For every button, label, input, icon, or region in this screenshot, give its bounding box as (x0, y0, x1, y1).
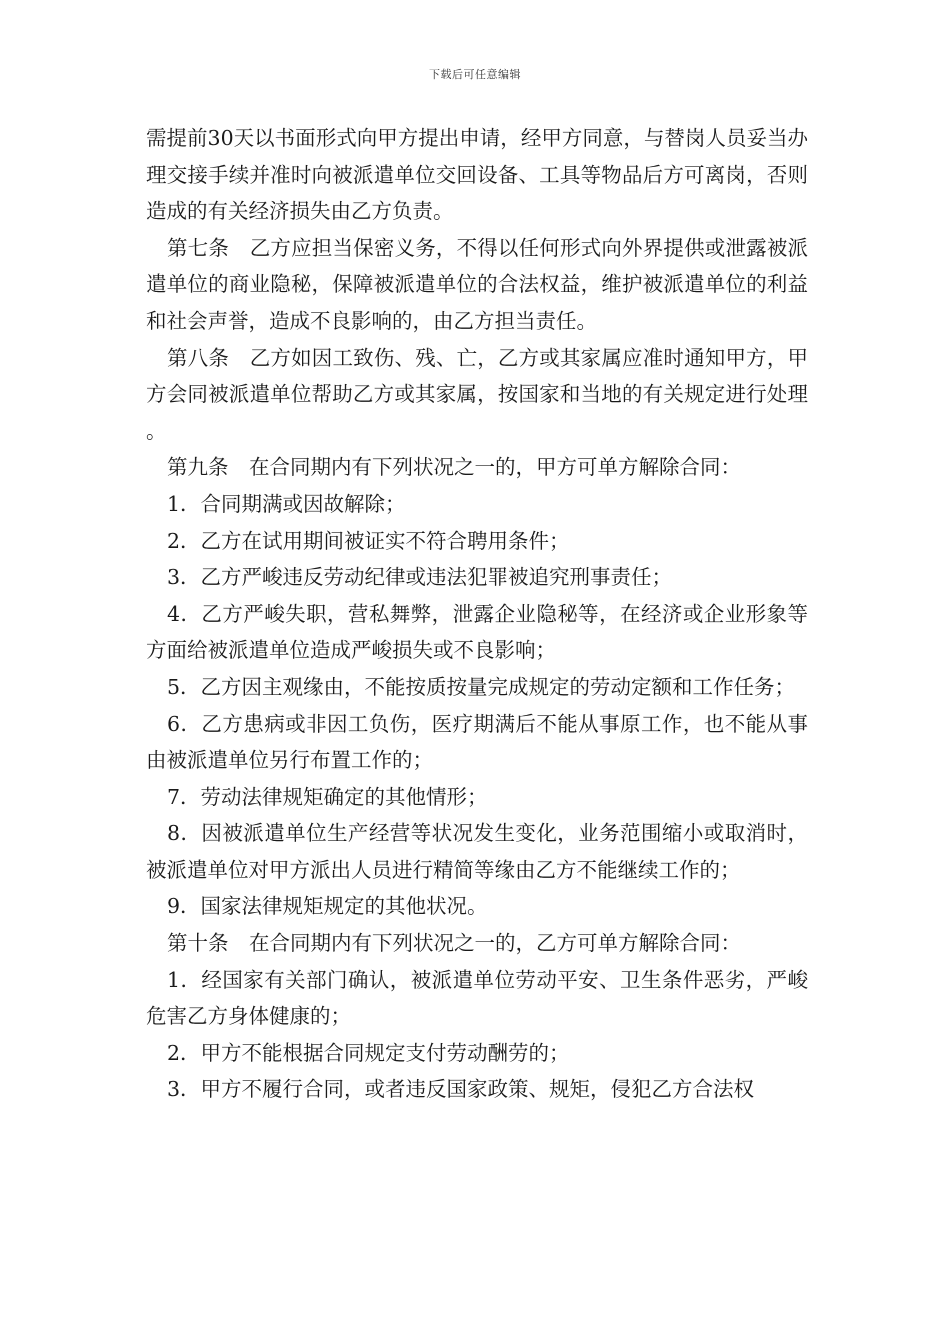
list-item-9-7: 7．劳动法律规矩确定的其他情形； (167, 784, 488, 809)
list-item-9-6: 6．乙方患病或非因工负伤，医疗期满后不能从事原工作，也不能从事由被派遣单位另行布置工作的； (146, 711, 808, 773)
page-header: 下载后可任意编辑 (429, 68, 521, 81)
paragraph-continuation: 需提前30天以书面形式向甲方提出申请，经甲方同意，与替岗人员妥当办理交接手续并准时向被派遣单位交回设备、工具等物品后方可离岗，否则造成的有关经济损失由乙方负责。 (146, 126, 808, 224)
paragraph-article-10: 第十条 在合同期内有下列状况之一的，乙方可单方解除合同： (167, 931, 741, 956)
list-item-9-4: 4．乙方严峻失职，营私舞弊，泄露企业隐秘等，在经济或企业形象等方面给被派遣单位造成严峻损失或不良影响； (146, 601, 808, 663)
paragraph-article-7: 第七条 乙方应担当保密义务，不得以任何形式向外界提供或泄露被派遣单位的商业隐秘，保障被派遣单位的合法权益，维护被派遣单位的利益和社会声誉，造成不良影响的，由乙方担当责任。 (146, 235, 808, 333)
list-item-10-2: 2．甲方不能根据合同规定支付劳动酬劳的； (167, 1040, 570, 1065)
list-item-9-2: 2．乙方在试用期间被证实不符合聘用条件； (167, 528, 570, 553)
list-item-9-3: 3．乙方严峻违反劳动纪律或违法犯罪被追究刑事责任； (167, 565, 673, 590)
list-item-9-8: 8．因被派遣单位生产经营等状况发生变化，业务范围缩小或取消时，被派遣单位对甲方派出人员进行精简等缘由乙方不能继续工作的； (146, 821, 808, 882)
list-item-9-5: 5．乙方因主观缘由，不能按质按量完成规定的劳动定额和工作任务； (167, 674, 796, 699)
list-item-10-1: 1．经国家有关部门确认，被派遣单位劳动平安、卫生条件恶劣，严峻危害乙方身体健康的； (146, 967, 808, 1029)
document-body (146, 120, 808, 1108)
paragraph-article-8: 第八条 乙方如因工致伤、残、亡，乙方或其家属应准时通知甲方，甲方会同被派遣单位帮助乙方或其家属，按国家和当地的有关规定进行处理。 (146, 345, 808, 443)
list-item-9-1: 1．合同期满或因故解除； (167, 491, 406, 516)
list-item-10-3: 3．甲方不履行合同，或者违反国家政策、规矩，侵犯乙方合法权 (167, 1077, 755, 1102)
list-item-9-9: 9．国家法律规矩规定的其他状况。 (167, 894, 488, 919)
paragraph-article-9: 第九条 在合同期内有下列状况之一的，甲方可单方解除合同： (167, 455, 741, 480)
